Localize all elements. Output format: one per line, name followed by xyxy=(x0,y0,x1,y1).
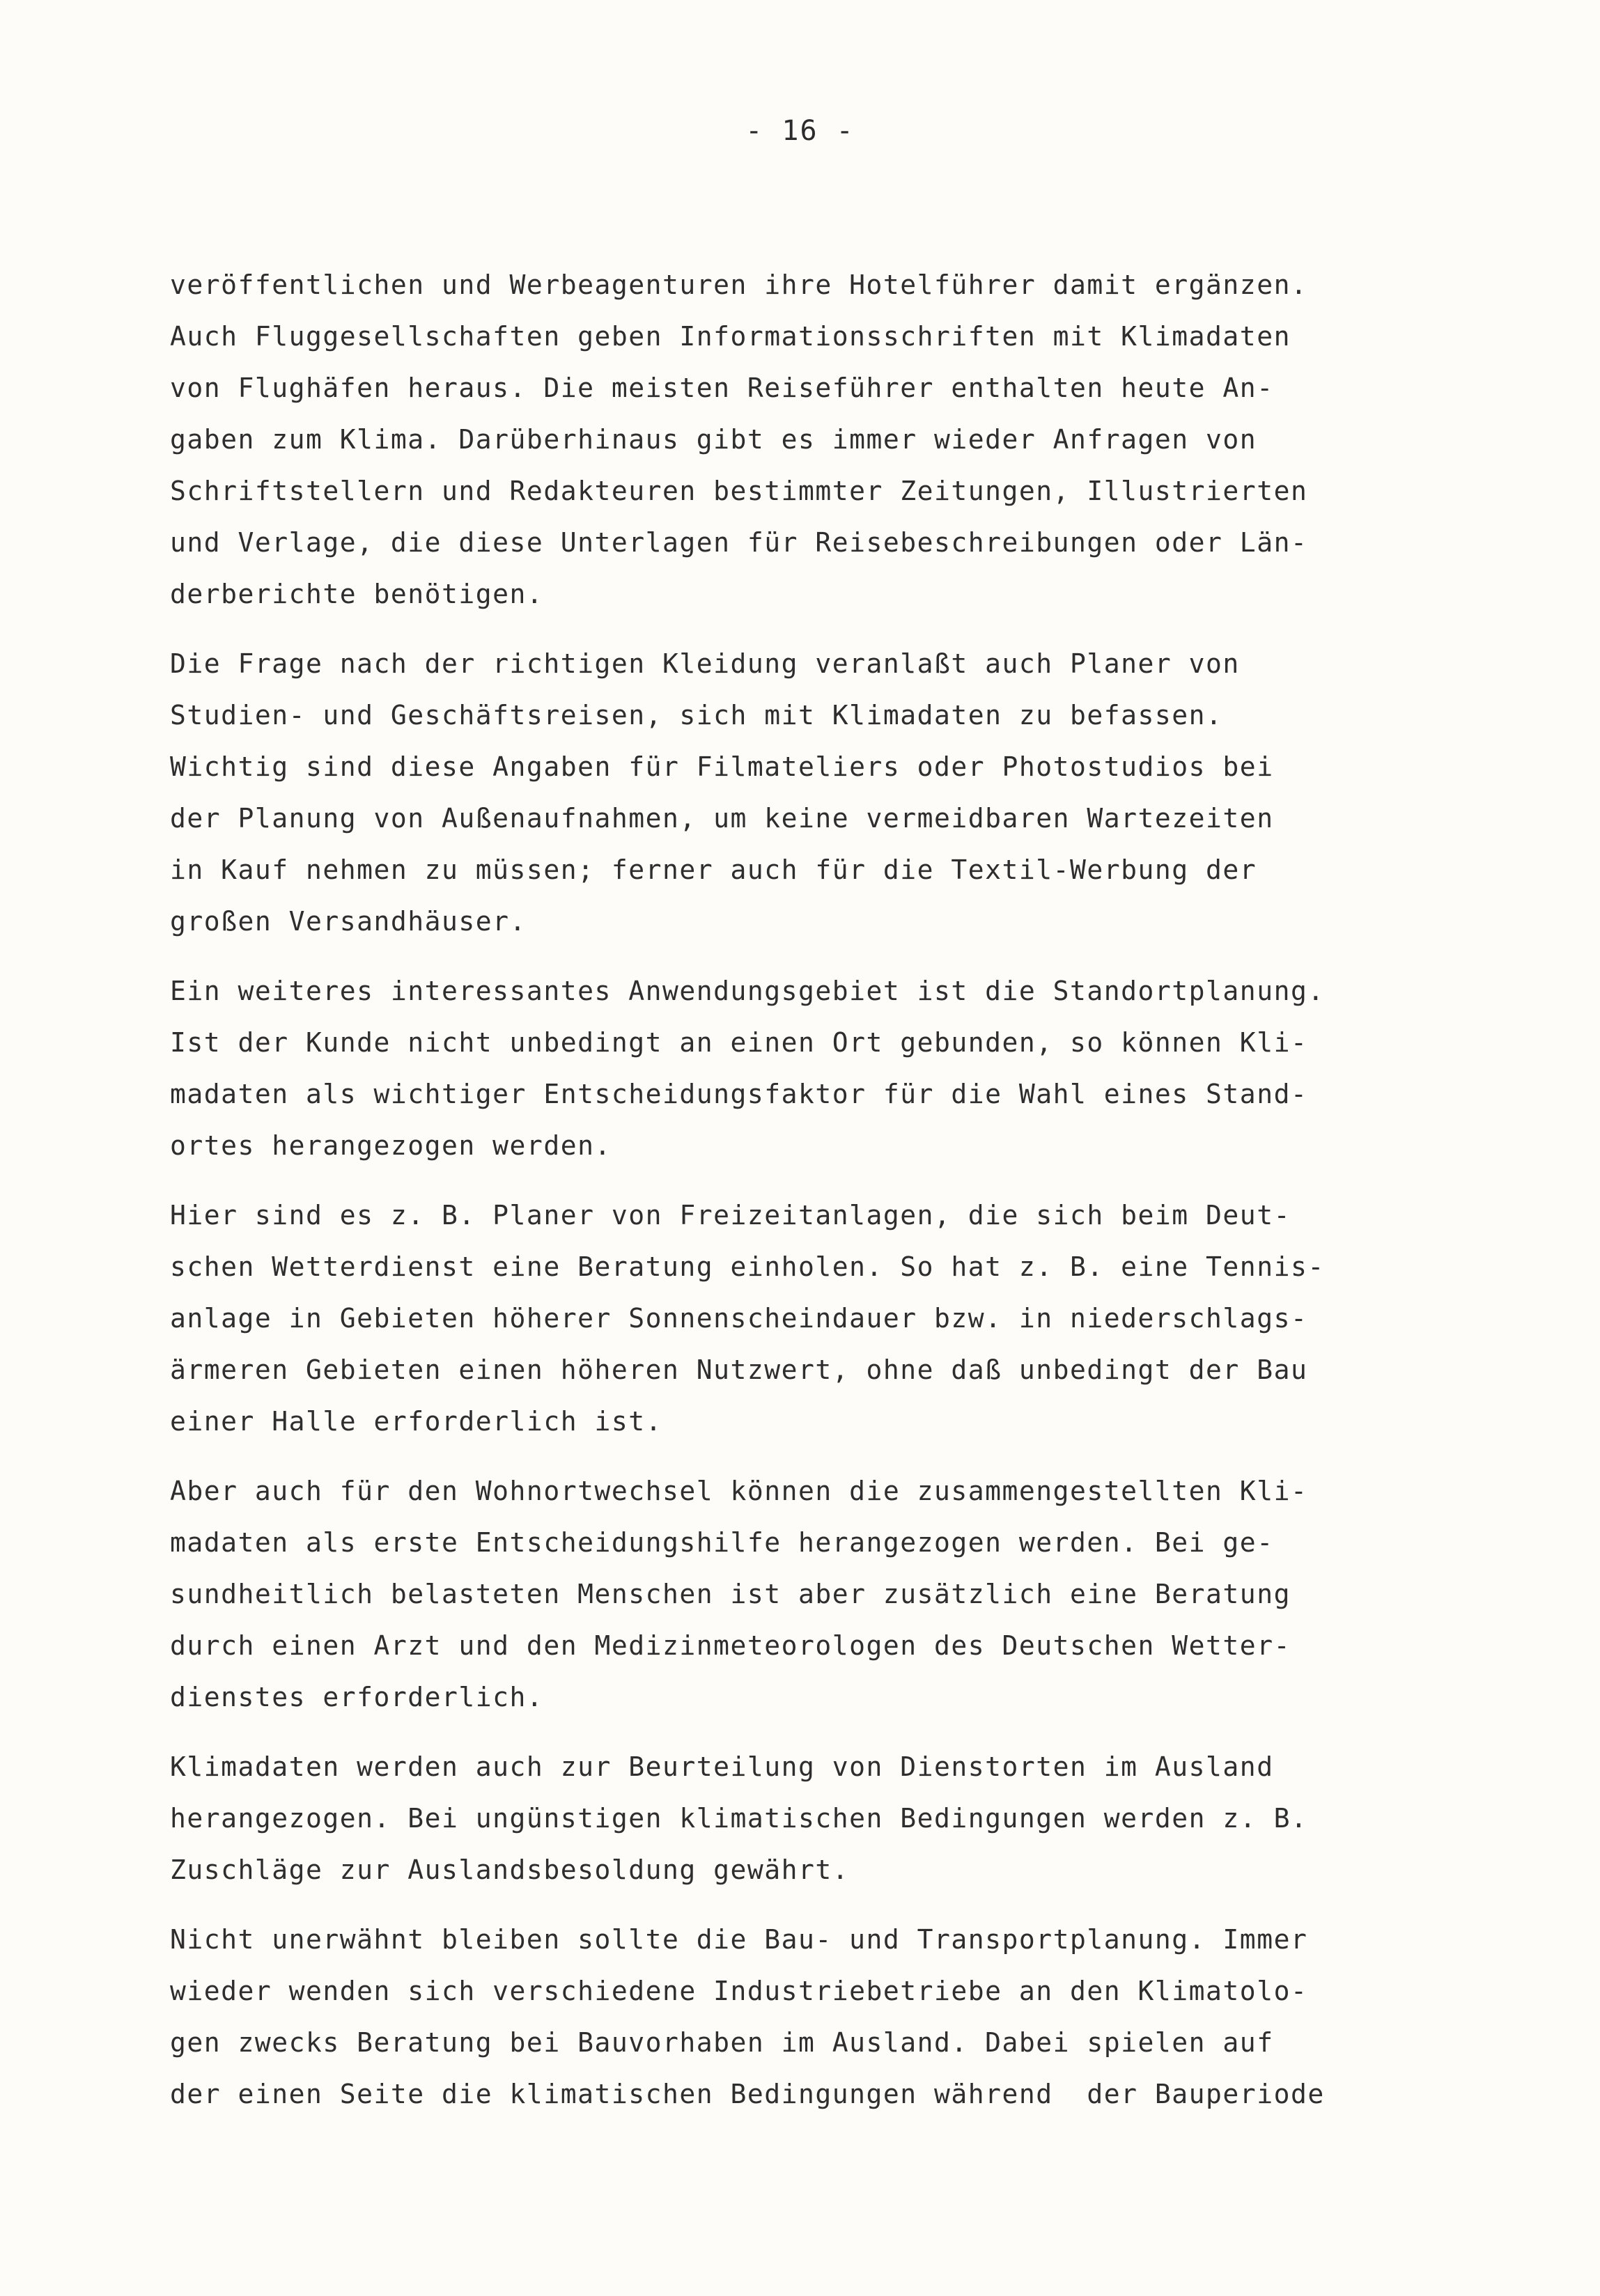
text-line: Nicht unerwähnt bleiben sollte die Bau- und Transportplanung. Immer xyxy=(170,1924,1308,1955)
text-line: herangezogen. Bei ungünstigen klimatischen Bedingungen werden z. B. xyxy=(170,1803,1308,1834)
text-line: Wichtig sind diese Angaben für Filmateliers oder Photostudios bei xyxy=(170,751,1274,782)
text-line: madaten als wichtiger Entscheidungsfaktor für die Wahl eines Stand- xyxy=(170,1079,1308,1109)
text-line: ärmeren Gebieten einen höheren Nutzwert, ohne daß unbedingt der Bau xyxy=(170,1354,1308,1385)
text-line: Zuschläge zur Auslandsbesoldung gewährt. xyxy=(170,1854,850,1885)
text-line: dienstes erforderlich. xyxy=(170,1682,544,1712)
text-line: Ist der Kunde nicht unbedingt an einen Ort gebunden, so können Kli- xyxy=(170,1027,1308,1058)
text-line: Schriftstellern und Redakteuren bestimmter Zeitungen, Illustrierten xyxy=(170,476,1308,506)
text-line: madaten als erste Entscheidungshilfe herangezogen werden. Bei ge- xyxy=(170,1527,1274,1558)
text-line: schen Wetterdienst eine Beratung einholen. So hat z. B. eine Tennis- xyxy=(170,1251,1325,1282)
text-line: der Planung von Außenaufnahmen, um keine vermeidbaren Wartezeiten xyxy=(170,803,1274,834)
text-line: Aber auch für den Wohnortwechsel können die zusammengestellten Kli- xyxy=(170,1476,1308,1506)
text-line: großen Versandhäuser. xyxy=(170,906,527,937)
paragraph-leisure xyxy=(170,1189,1479,1447)
text-line: der einen Seite die klimatischen Bedingungen während der Bauperiode xyxy=(170,2079,1325,2109)
text-line: einer Halle erforderlich ist. xyxy=(170,1406,662,1437)
paragraph-relocation xyxy=(170,1465,1479,1723)
text-line: Studien- und Geschäftsreisen, sich mit Klimadaten zu befassen. xyxy=(170,700,1223,731)
text-line: Klimadaten werden auch zur Beurteilung von Dienstorten im Ausland xyxy=(170,1751,1274,1782)
text-line: durch einen Arzt und den Medizinmeteorologen des Deutschen Wetter- xyxy=(170,1630,1291,1661)
text-line: in Kauf nehmen zu müssen; ferner auch für die Textil-Werbung der xyxy=(170,854,1257,885)
text-line: wieder wenden sich verschiedene Industriebetriebe an den Klimatolo- xyxy=(170,1976,1308,2006)
text-line: sundheitlich belasteten Menschen ist aber zusätzlich eine Beratung xyxy=(170,1579,1291,1609)
text-line: veröffentlichen und Werbeagenturen ihre Hotelführer damit ergänzen. xyxy=(170,270,1308,300)
text-line: Die Frage nach der richtigen Kleidung veranlaßt auch Planer von xyxy=(170,648,1240,679)
text-line: gaben zum Klima. Darüberhinaus gibt es immer wieder Anfragen von xyxy=(170,424,1257,455)
text-line: von Flughäfen heraus. Die meisten Reiseführer enthalten heute An- xyxy=(170,373,1274,403)
body-text xyxy=(170,259,1479,2138)
paragraph-construction xyxy=(170,1914,1479,2120)
page-number: - 16 - xyxy=(745,115,855,147)
text-line: anlage in Gebieten höherer Sonnenscheindauer bzw. in niederschlags- xyxy=(170,1303,1308,1334)
text-line: Auch Fluggesellschaften geben Informationsschriften mit Klimadaten xyxy=(170,321,1291,352)
text-line: Ein weiteres interessantes Anwendungsgebiet ist die Standortplanung. xyxy=(170,976,1325,1006)
text-line: und Verlage, die diese Unterlagen für Reisebeschreibungen oder Län- xyxy=(170,527,1308,558)
text-line: Hier sind es z. B. Planer von Freizeitanlagen, die sich beim Deut- xyxy=(170,1200,1291,1231)
paragraph-site-planning xyxy=(170,965,1479,1171)
text-line: derberichte benötigen. xyxy=(170,579,544,609)
paragraph-duty-stations xyxy=(170,1741,1479,1896)
paragraph-publishers xyxy=(170,259,1479,620)
text-line: gen zwecks Beratung bei Bauvorhaben im Ausland. Dabei spielen auf xyxy=(170,2027,1274,2058)
text-line: ortes herangezogen werden. xyxy=(170,1130,612,1161)
paragraph-clothing xyxy=(170,638,1479,947)
